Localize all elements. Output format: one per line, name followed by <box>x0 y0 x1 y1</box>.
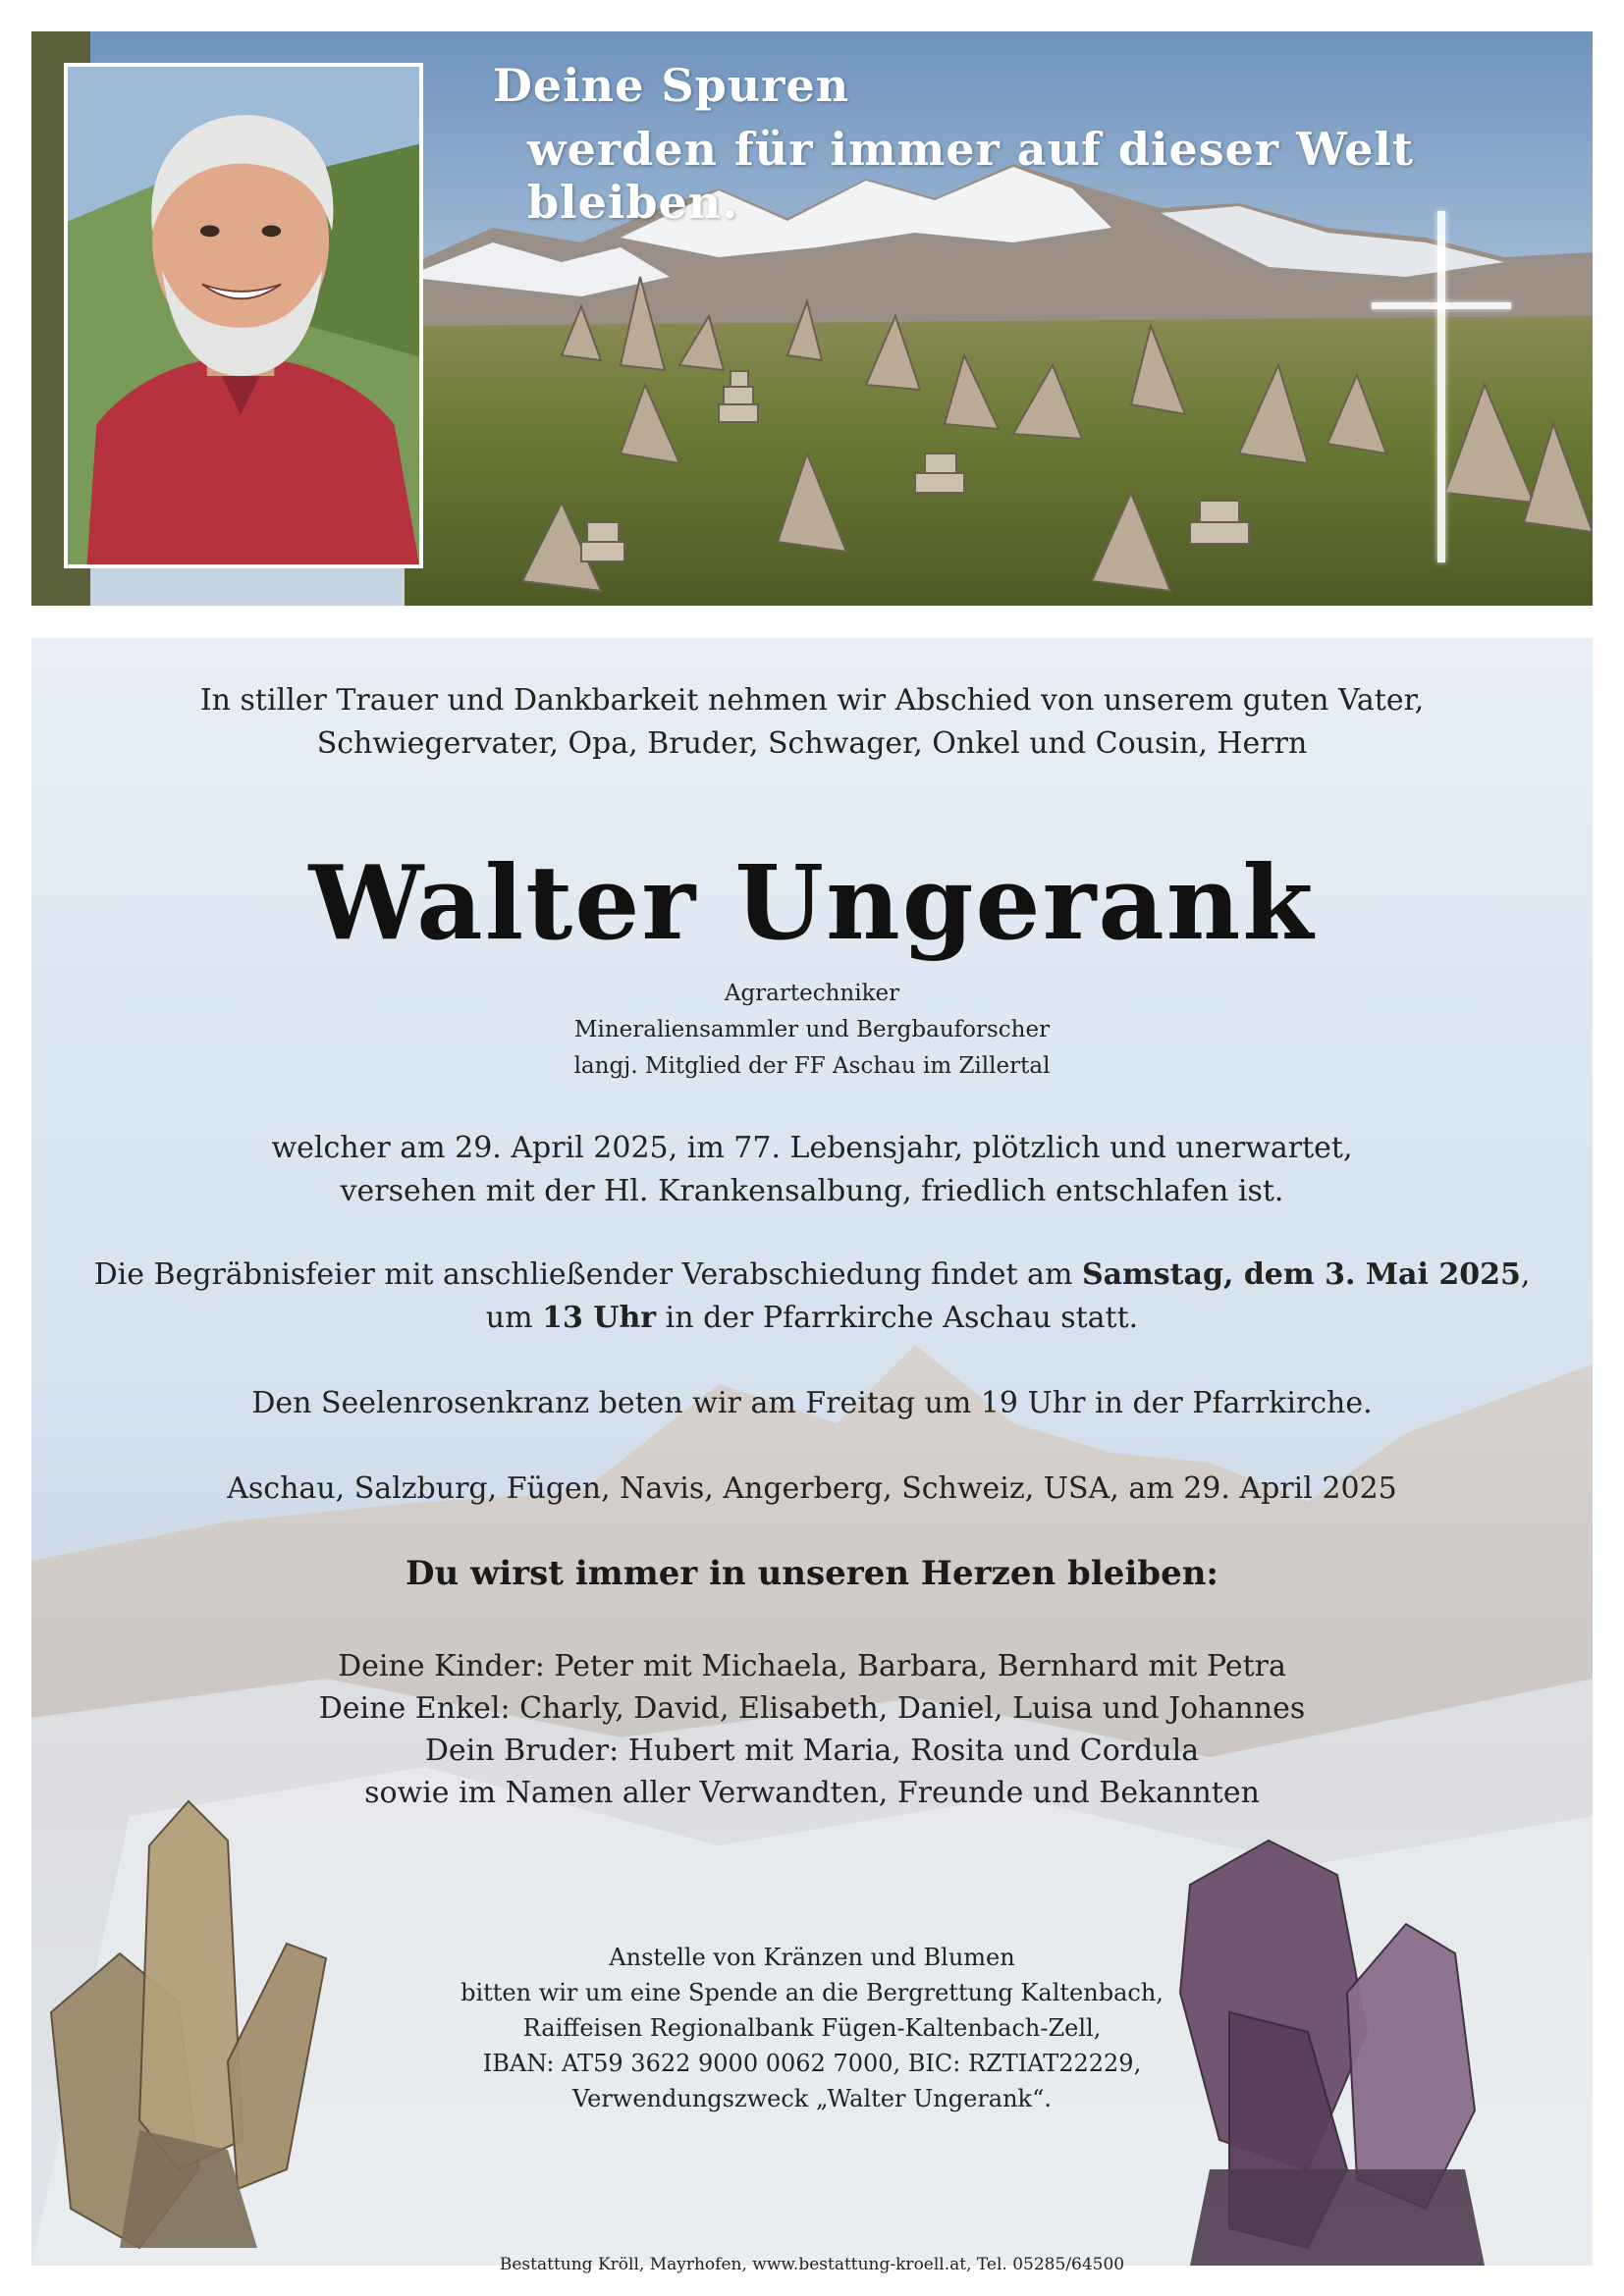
intro-line1: In stiller Trauer und Dankbarkeit nehmen wir Abschied von unserem guten Vater, <box>199 683 1425 718</box>
places-date: Aschau, Salzburg, Fügen, Navis, Angerberg, Schweiz, USA, am 29. April 2025 <box>227 1471 1397 1506</box>
memorial-quote-line1: Deine Spuren <box>493 59 850 112</box>
cross-icon <box>1437 211 1445 562</box>
title-membership: langj. Mitglied der FF Aschau im Zillertal <box>573 1053 1051 1079</box>
funeral-line2-post: in der Pfarrkirche Aschau statt. <box>656 1301 1139 1335</box>
funeral-home-footer: Bestattung Kröll, Mayrhofen, www.bestattung-kroell.at, Tel. 05285/64500 <box>499 2255 1125 2274</box>
deceased-name: Walter Ungerank <box>308 842 1316 963</box>
donation-info <box>0 1940 1624 2116</box>
rosary-info: Den Seelenrosenkranz beten wir am Freitag um 19 Uhr in der Pfarrkirche. <box>251 1386 1373 1420</box>
funeral-info <box>0 1254 1624 1340</box>
funeral-line2 <box>0 1297 1624 1340</box>
donation-line2: bitten wir um eine Spende an die Bergrettung Kaltenbach, <box>460 1979 1164 2006</box>
death-line1: welcher am 29. April 2025, im 77. Lebensjahr, plötzlich und unerwartet, <box>271 1131 1353 1165</box>
donation-line3: Raiffeisen Regionalbank Fügen-Kaltenbach-Zell, <box>522 2014 1102 2042</box>
title-profession: Agrartechniker <box>724 981 900 1006</box>
title-hobby: Mineraliensammler und Bergbauforscher <box>573 1017 1051 1042</box>
family-grandchildren: Deine Enkel: Charly, David, Elisabeth, Daniel, Luisa und Johannes <box>318 1691 1306 1726</box>
donation-iban: IBAN: AT59 3622 9000 0062 7000, BIC: RZTIAT22229, <box>482 2050 1142 2077</box>
family-relatives: sowie im Namen aller Verwandten, Freunde und Bekannten <box>364 1776 1260 1810</box>
funeral-date: Samstag, dem 3. Mai 2025 <box>1081 1257 1521 1292</box>
deceased-titles <box>0 976 1624 1085</box>
family-children: Deine Kinder: Peter mit Michaela, Barbara, Bernhard mit Petra <box>338 1649 1286 1683</box>
portrait-image <box>68 67 419 564</box>
header-banner <box>31 31 1593 606</box>
heart-line: Du wirst immer in unseren Herzen bleiben: <box>406 1554 1218 1593</box>
family-list <box>0 1645 1624 1814</box>
death-line2: versehen mit der Hl. Krankensalbung, friedlich entschlafen ist. <box>340 1174 1284 1208</box>
family-brother: Dein Bruder: Hubert mit Maria, Rosita und Cordula <box>424 1734 1200 1768</box>
funeral-line1-post: , <box>1520 1257 1531 1292</box>
funeral-line2-pre: um <box>485 1301 543 1335</box>
intro-line2: Schwiegervater, Opa, Bruder, Schwager, Onkel und Cousin, Herrn <box>316 726 1308 761</box>
memorial-quote-line2: werden für immer auf dieser Welt bleiben. <box>527 123 1415 229</box>
portrait-photo <box>64 63 423 568</box>
death-notice <box>0 1127 1624 1213</box>
funeral-line1 <box>0 1254 1624 1297</box>
funeral-line1-pre: Die Begräbnisfeier mit anschließender Verabschiedung findet am <box>93 1257 1082 1292</box>
donation-reference: Verwendungszweck „Walter Ungerank“. <box>572 2085 1052 2112</box>
intro-text <box>0 679 1624 766</box>
donation-line1: Anstelle von Kränzen und Blumen <box>609 1944 1015 1971</box>
funeral-time: 13 Uhr <box>542 1301 657 1335</box>
cross-icon-bar <box>1372 302 1511 309</box>
